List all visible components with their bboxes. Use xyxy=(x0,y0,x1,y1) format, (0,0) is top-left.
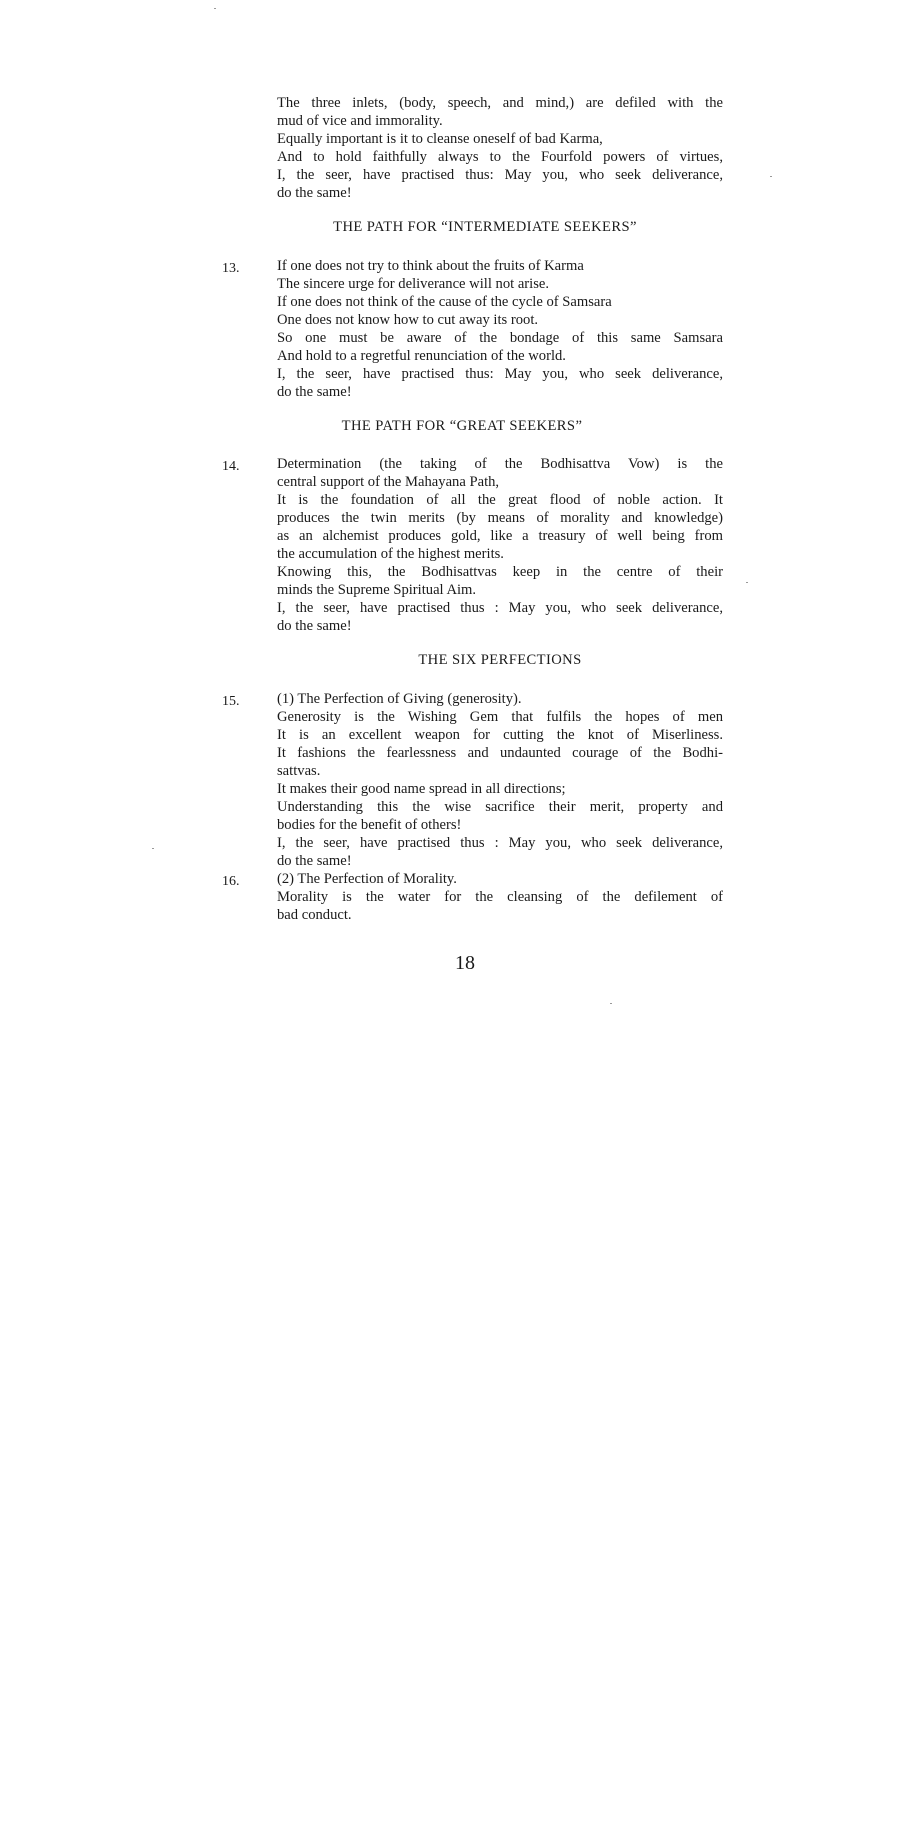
verse-number: 14. xyxy=(222,459,240,474)
text-line: One does not know how to cut away its root. xyxy=(277,312,539,328)
text-line: Morality is the water for the cleansing of the defilement of xyxy=(277,889,723,905)
text-line: Knowing this, the Bodhisattvas keep in the centre of their xyxy=(277,564,723,580)
text-line: And hold to a regretful renunciation of the world. xyxy=(277,348,566,364)
text-line: minds the Supreme Spiritual Aim. xyxy=(277,582,477,598)
text-line: (2) The Perfection of Morality. xyxy=(277,871,457,887)
text-line: bodies for the benefit of others! xyxy=(277,817,462,833)
text-line: Equally important is it to cleanse oneself of bad Karma, xyxy=(277,131,603,147)
text-line: It is an excellent weapon for cutting the knot of Miserliness. xyxy=(277,727,723,743)
text-line: mud of vice and immorality. xyxy=(277,113,443,129)
text-line: And to hold faithfully always to the Fourfold powers of virtues, xyxy=(277,149,723,165)
scan-speck xyxy=(610,1003,612,1004)
text-line: central support of the Mahayana Path, xyxy=(277,474,500,490)
text-line: It makes their good name spread in all directions; xyxy=(277,781,566,797)
text-line: produces the twin merits (by means of morality and knowledge) xyxy=(277,510,723,526)
text-line: The three inlets, (body, speech, and mind,) are defiled with the xyxy=(277,95,723,111)
text-line: If one does not think of the cause of the cycle of Samsara xyxy=(277,294,612,310)
verse-number: 16. xyxy=(222,874,240,889)
section-heading: THE PATH FOR “GREAT SEEKERS” xyxy=(341,418,583,434)
text-line: It is the foundation of all the great flood of noble action. It xyxy=(277,492,723,508)
text-line: It fashions the fearlessness and undaunted courage of the Bodhi- xyxy=(277,745,723,761)
text-line: as an alchemist produces gold, like a treasury of well being from xyxy=(277,528,723,544)
text-line: (1) The Perfection of Giving (generosity). xyxy=(277,691,522,707)
text-line: The sincere urge for deliverance will not arise. xyxy=(277,276,550,292)
text-line: If one does not try to think about the fruits of Karma xyxy=(277,258,584,274)
text-line: I, the seer, have practised thus : May you, who seek deliverance, xyxy=(277,600,723,616)
scan-speck xyxy=(770,176,772,177)
text-line: Determination (the taking of the Bodhisattva Vow) is the xyxy=(277,456,723,472)
section-heading: THE SIX PERFECTIONS xyxy=(418,652,582,668)
verse-number: 13. xyxy=(222,261,240,276)
text-line: I, the seer, have practised thus: May you, who seek deliverance, xyxy=(277,366,723,382)
text-line: I, the seer, have practised thus: May you, who seek deliverance, xyxy=(277,167,723,183)
text-line: do the same! xyxy=(277,853,352,869)
text-line: do the same! xyxy=(277,618,352,634)
section-heading: THE PATH FOR “INTERMEDIATE SEEKERS” xyxy=(333,219,637,235)
page-number: 18 xyxy=(455,952,475,974)
text-line: Understanding this the wise sacrifice their merit, property and xyxy=(277,799,723,815)
verse-number: 15. xyxy=(222,694,240,709)
scan-speck xyxy=(152,848,154,849)
text-line: do the same! xyxy=(277,185,352,201)
text-line: Generosity is the Wishing Gem that fulfils the hopes of men xyxy=(277,709,723,725)
text-line: bad conduct. xyxy=(277,907,352,923)
text-line: I, the seer, have practised thus : May you, who seek deliverance, xyxy=(277,835,723,851)
text-line: So one must be aware of the bondage of this same Samsara xyxy=(277,330,723,346)
scan-speck xyxy=(214,8,216,9)
text-line: the accumulation of the highest merits. xyxy=(277,546,504,562)
text-line: do the same! xyxy=(277,384,352,400)
text-line: sattvas. xyxy=(277,763,321,779)
scan-speck xyxy=(746,582,748,583)
